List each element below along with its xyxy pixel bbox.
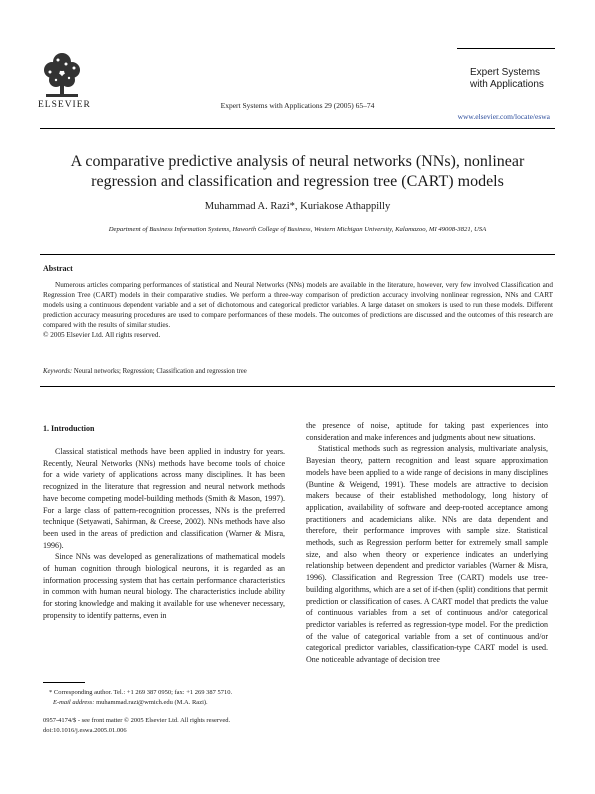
brand-rule (457, 48, 555, 49)
author-affiliation: Department of Business Information Systems, Haworth College of Business, Western Michigan University, Kalamazoo, MI 49008-3821, USA (108, 226, 487, 233)
title-line-2: regression and classification and regression tree (CART) models (91, 173, 504, 190)
brand-line-1: Expert Systems (470, 67, 541, 78)
paragraph: the presence of noise, aptitude for taking past experiences into consideration and make inferences and judgments about new situations. (306, 421, 548, 442)
keywords (43, 368, 247, 375)
header-rule (40, 128, 555, 129)
author-list: Muhammad A. Razi*, Kuriakose Athappilly (204, 201, 391, 212)
paragraph: Statistical methods such as regression analysis, multivariate analysis, Bayesian theory, pattern recognition and least square approximation models have been applied to a wide range of decisions in many disciplines (Buntine & Weigend, 1991). These models are attractive to decision makers because of their established methodology, long history of application, availability of software and deep-rooted acceptance among practitioners and academicians alike. NNs are data dependent and therefore, their performance improves with sample size. Statistical methods, such as Regression perform better for extremely small sample size, and also when theory or experience indicates an underlying relationship between dependent and predictor variables (Warner & Misra, 1996). Classification and Regression Tree (CART) models use tree-building algorithms, which are a set of if-then (split) conditions that permit prediction or classification of cases. A CART model that predicts the value of continuous variables from a set of continuous and/or categorical predictor variables is referred as regression-type model. For the prediction of the value of categorical variable from a set of continuous and/or categorical predictor variables, classification-type CART model is used. One noticeable advantage of decision tree (306, 444, 548, 665)
title-line-1: A comparative predictive analysis of neural networks (NNs), nonlinear (70, 153, 525, 170)
paragraph: Since NNs was developed as generalizations of mathematical models of human cognition through biological neurons, it is regarded as an information processing system that has certain performance characteristics in common with human neural biology. The characteristics include ability for storing knowledge and making it available for use whenever necessary, propensity to identify patterns, even in (43, 552, 285, 620)
paragraph: Classical statistical methods have been applied in industry for years. Recently, Neural Networks (NNs) methods have become tools of choice for a wide variety of applications across many disciplines. It has been recognized in the literature that regression and neural network methods have become competing model-building methods (Smith & Mason, 1997). For a large class of pattern-recognition processes, NNs is the preferred technique (Setyawati, Sahirman, & Creese, 2002). NNs methods have also been used in the areas of prediction and classification (Warner & Misra, 1996). (43, 447, 285, 550)
publisher-name: ELSEVIER (38, 100, 91, 110)
email-note (53, 698, 208, 707)
doi-line[interactable]: doi:10.1016/j.eswa.2005.01.006 (43, 727, 127, 734)
abstract-bottom-rule (40, 386, 555, 387)
corresponding-author-note: * Corresponding author. Tel.: +1 269 387 0950; fax: +1 269 387 5710. (49, 689, 233, 696)
journal-citation: Expert Systems with Applications 29 (2005) 65–74 (220, 101, 375, 110)
abstract-heading: Abstract (43, 264, 73, 273)
keywords-list: Neural networks; Regression; Classification and regression tree (73, 368, 247, 375)
article-title (40, 152, 555, 192)
left-column (43, 446, 285, 622)
keywords-label: Keywords: (43, 368, 73, 375)
journal-website-link[interactable]: www.elsevier.com/locate/eswa (457, 112, 550, 121)
email-address[interactable]: muhammad.razi@wmich.edu (M.A. Razi). (96, 699, 208, 706)
brand-line-2: with Applications (470, 79, 544, 90)
abstract-top-rule (40, 254, 555, 255)
issn-line: 0957-4174/$ - see front matter © 2005 Elsevier Ltd. All rights reserved. (43, 717, 231, 724)
right-column (306, 420, 548, 666)
section-heading: 1. Introduction (43, 424, 95, 433)
journal-brand (470, 67, 544, 91)
elsevier-tree-logo (40, 50, 84, 100)
abstract-text: Numerous articles comparing performances of statistical and Neural Networks (NNs) models are available in the literature, however, very few involved Classification and Regression Tree (CART) models in their comparative studies. We perform a three-way comparison of prediction accuracy involving nonlinear regression, NNs and CART models using a continuous dependent variable and a set of dichotomous and categorical predictor variables. A large dataset on smokers is used to run these models. Different prediction accuracy measuring procedures are used to compare performances of these models. The outcomes of predictions are discussed and the outcomes of this research are compared with the results of similar studies. (43, 281, 553, 330)
abstract-copyright: © 2005 Elsevier Ltd. All rights reserved. (43, 331, 161, 340)
email-label: E-mail address: (53, 699, 95, 706)
footnote-rule (43, 682, 85, 683)
abstract-body (43, 280, 553, 341)
